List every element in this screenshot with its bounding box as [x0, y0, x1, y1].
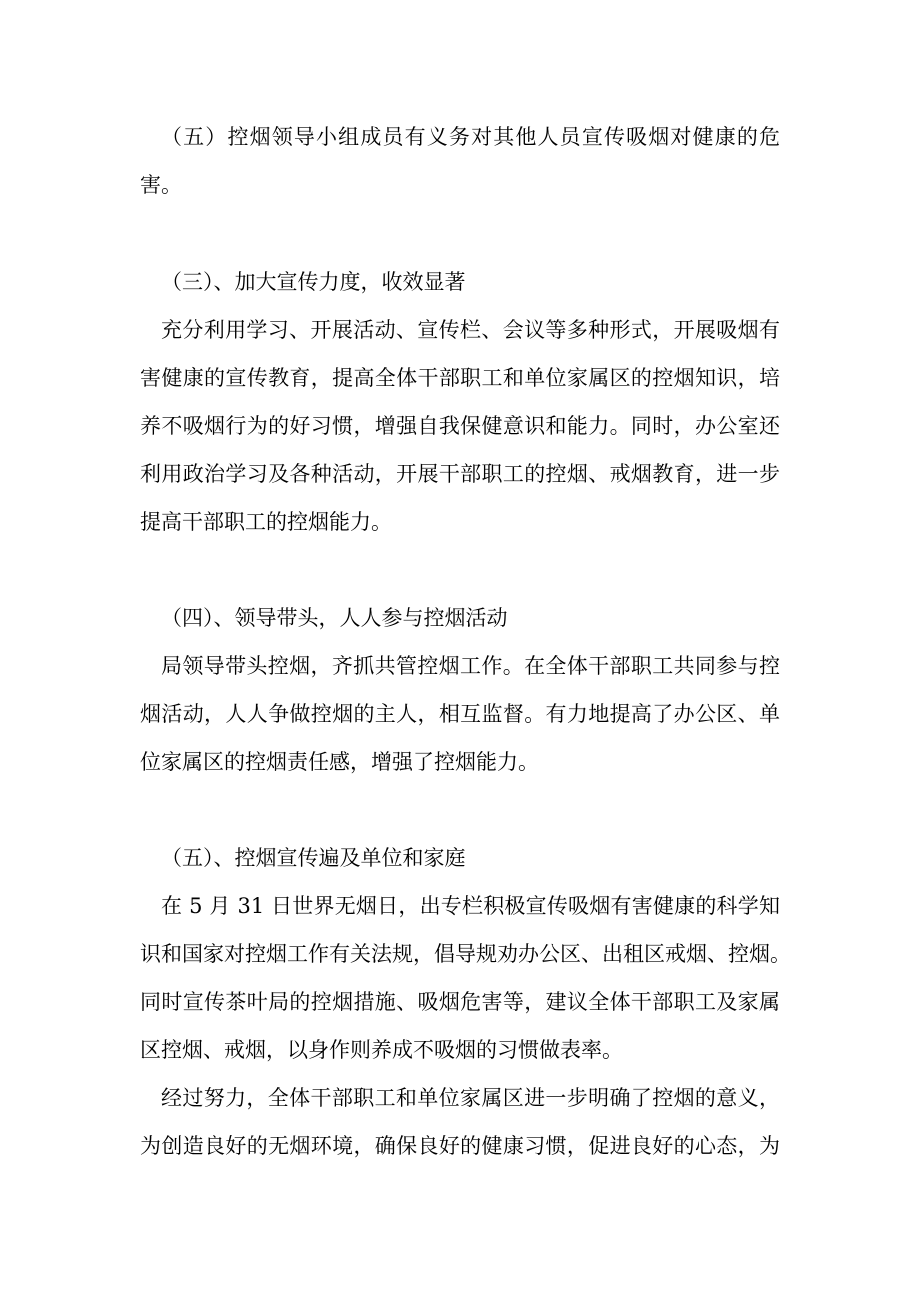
paragraph-line: 同时宣传茶叶局的控烟措施、吸烟危害等，建议全体干部职工及家属: [140, 990, 780, 1014]
paragraph-line: 提高干部职工的控烟能力。: [140, 510, 392, 534]
paragraph-line: 经过努力，全体干部职工和单位家属区进一步明确了控烟的意义，: [161, 1086, 780, 1110]
section-heading: （三）、加大宣传力度，收效显著: [161, 270, 466, 294]
paragraph-line: 害。: [140, 173, 182, 197]
paragraph-line: 养不吸烟行为的好习惯，增强自我保健意识和能力。同时，办公室还: [140, 414, 780, 438]
paragraph-line: 局领导带头控烟，齐抓共管控烟工作。在全体干部职工共同参与控: [161, 654, 780, 678]
paragraph-line: 害健康的宣传教育，提高全体干部职工和单位家属区的控烟知识，培: [140, 366, 780, 390]
paragraph-line: 为创造良好的无烟环境，确保良好的健康习惯，促进良好的心态，为: [140, 1134, 780, 1158]
paragraph-line: 充分利用学习、开展活动、宣传栏、会议等多种形式，开展吸烟有: [161, 318, 780, 342]
paragraph-line: 区控烟、戒烟，以身作则养成不吸烟的习惯做表率。: [140, 1038, 623, 1062]
paragraph-line: （五）控烟领导小组成员有义务对其他人员宣传吸烟对健康的危: [161, 125, 780, 149]
section-heading: （五）、控烟宣传遍及单位和家庭: [161, 846, 466, 870]
section-heading: （四）、领导带头，人人参与控烟活动: [161, 606, 508, 630]
paragraph-line: 位家属区的控烟责任感，增强了控烟能力。: [140, 750, 539, 774]
paragraph-line: 在 5 月 31 日世界无烟日，出专栏积极宣传吸烟有害健康的科学知: [161, 894, 780, 918]
paragraph-line: 识和国家对控烟工作有关法规，倡导规劝办公区、出租区戒烟、控烟。: [140, 942, 791, 966]
paragraph-line: 烟活动，人人争做控烟的主人，相互监督。有力地提高了办公区、单: [140, 702, 780, 726]
paragraph-line: 利用政治学习及各种活动，开展干部职工的控烟、戒烟教育，进一步: [140, 462, 780, 486]
